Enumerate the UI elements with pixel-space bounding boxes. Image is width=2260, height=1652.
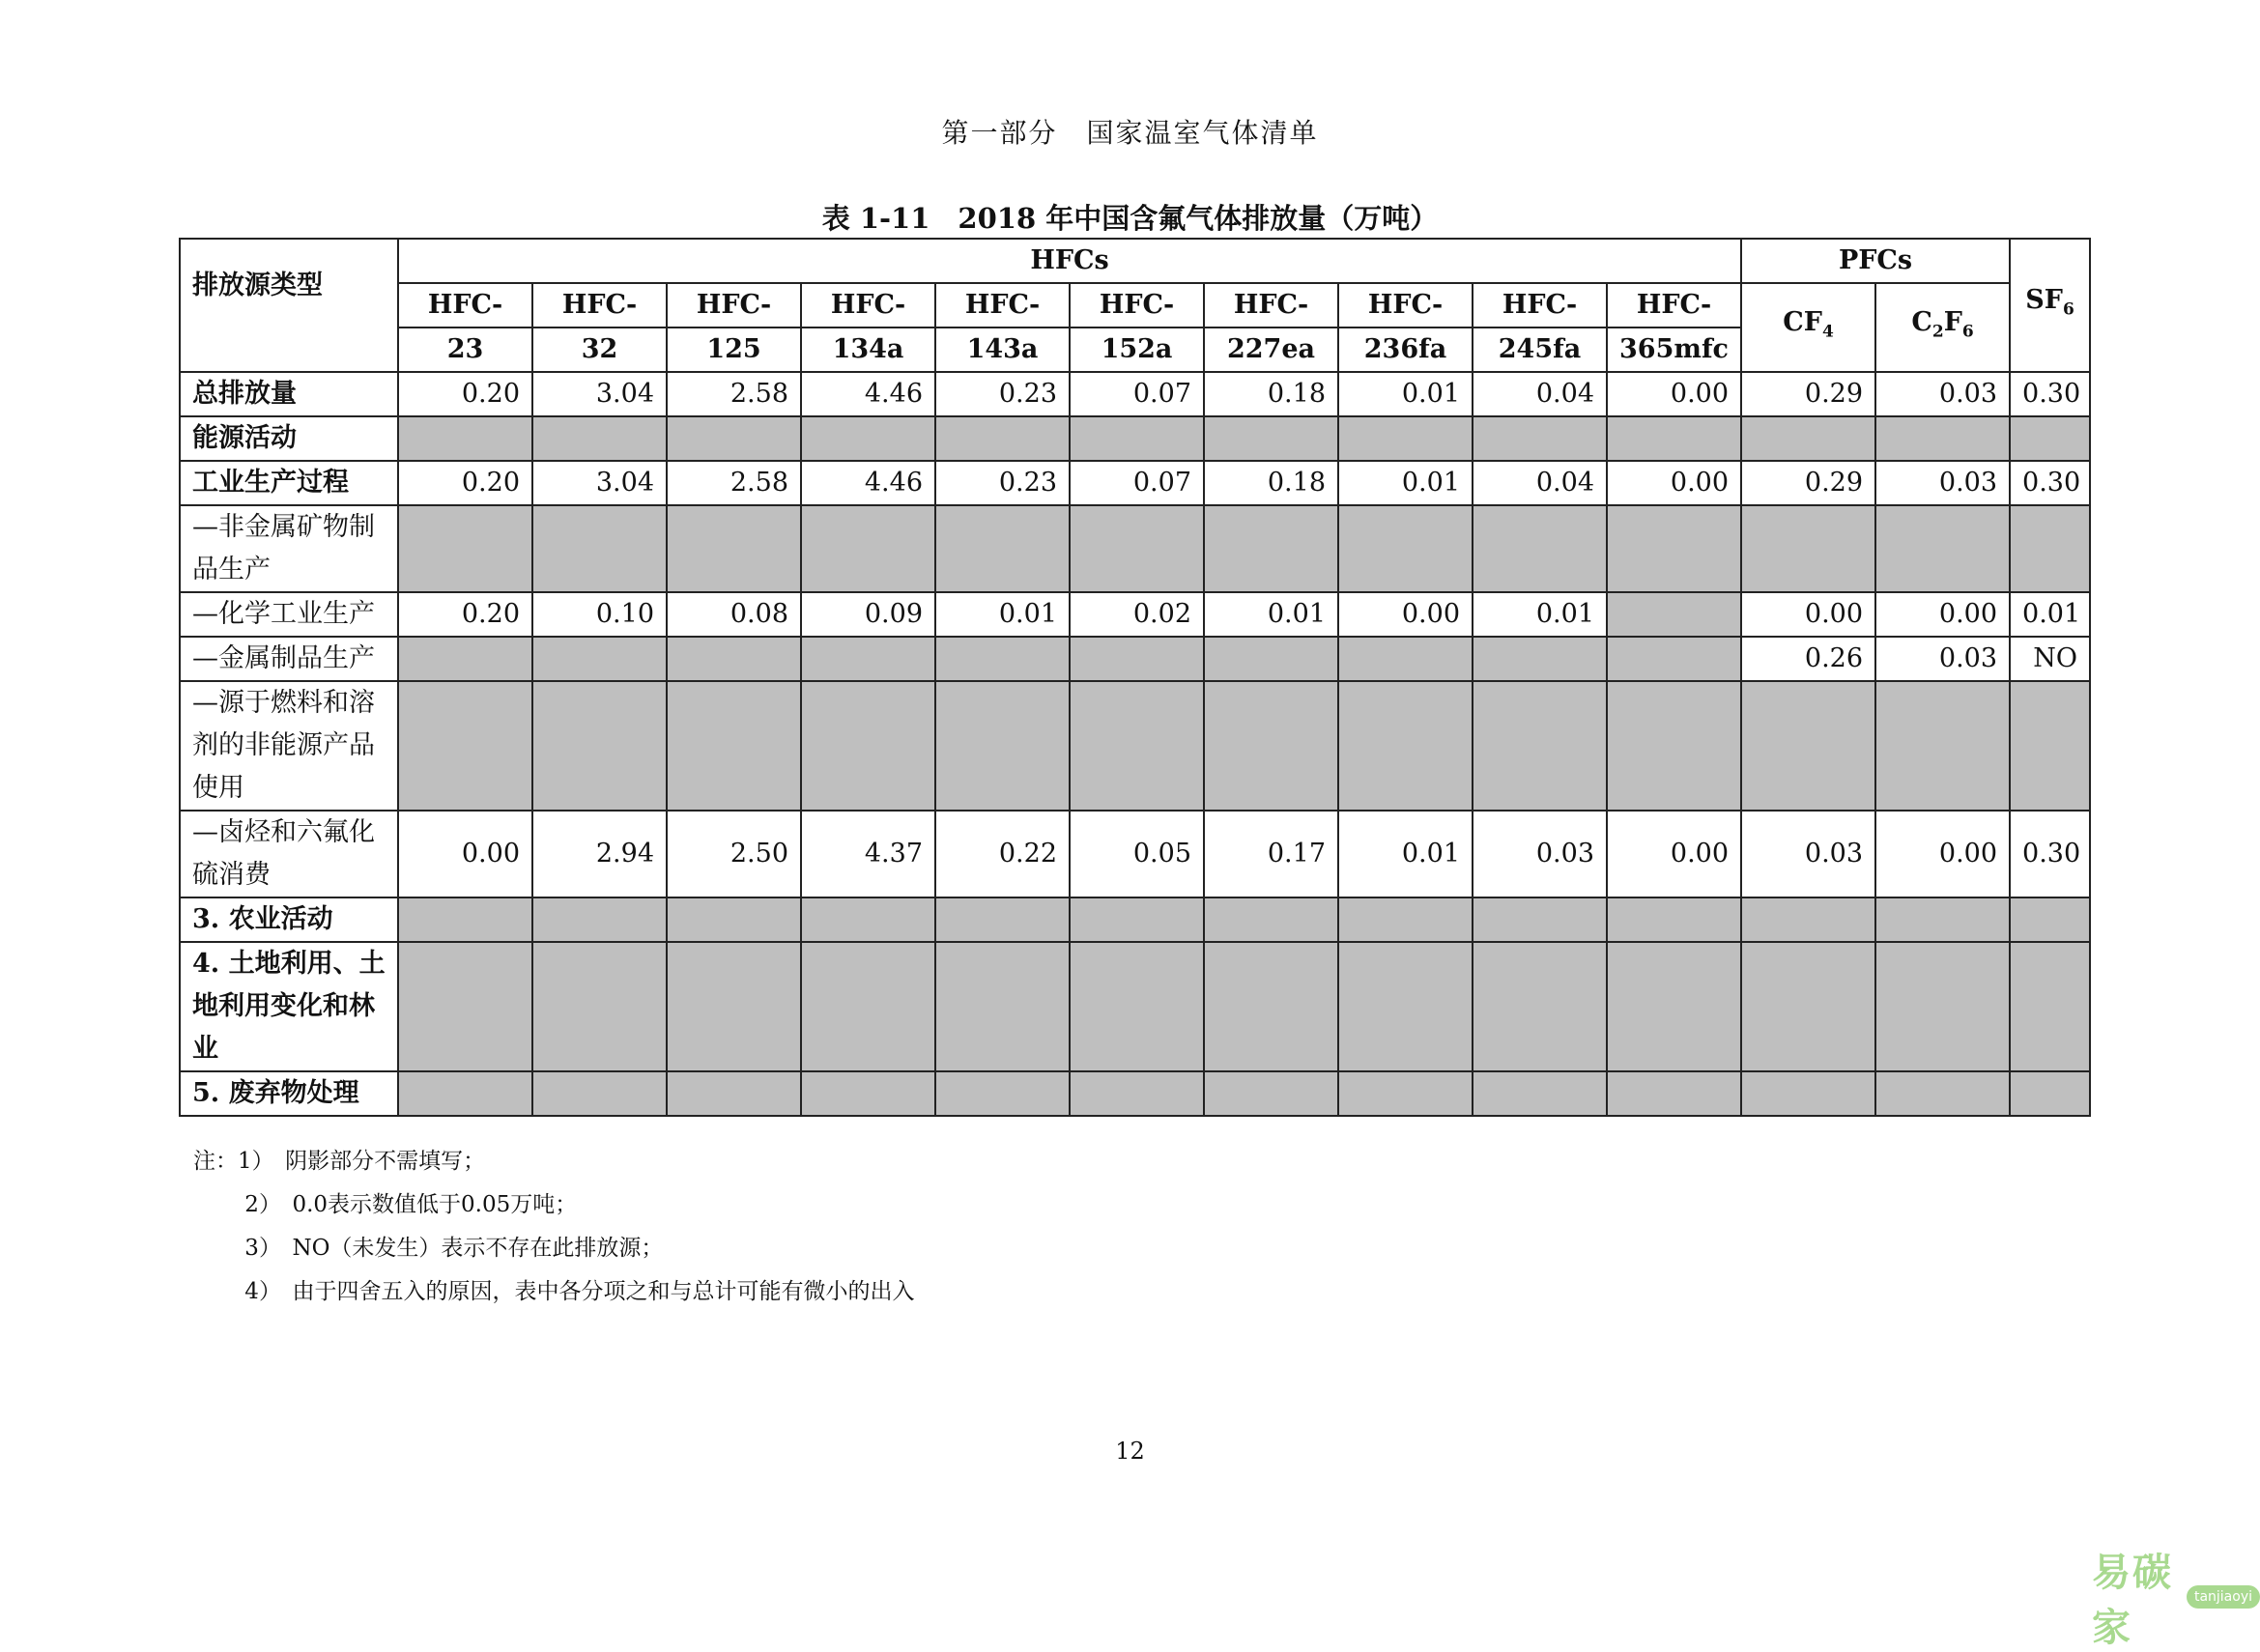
shaded-cell bbox=[532, 505, 667, 592]
shaded-cell bbox=[1070, 681, 1204, 811]
row-label-line: 5. 废弃物处理 bbox=[192, 1078, 359, 1108]
note-line: 注：1） 阴影部分不需填写； bbox=[193, 1149, 486, 1174]
column-header-hfc-bottom: 23 bbox=[398, 328, 532, 372]
shaded-cell bbox=[1204, 897, 1338, 942]
value-cell: 0.30 bbox=[2010, 372, 2090, 416]
sf6-base: SF bbox=[2025, 285, 2063, 316]
table-row bbox=[180, 461, 2090, 505]
shaded-cell bbox=[1741, 942, 1875, 1071]
shaded-cell bbox=[1338, 1071, 1473, 1116]
emissions-table bbox=[179, 238, 2091, 1117]
shaded-cell bbox=[1204, 942, 1338, 1071]
value-cell: 0.07 bbox=[1070, 372, 1204, 416]
shaded-cell bbox=[935, 637, 1070, 681]
column-header-hfc-bottom: 227ea bbox=[1204, 328, 1338, 372]
shaded-cell bbox=[801, 505, 935, 592]
shaded-cell bbox=[1473, 681, 1607, 811]
shaded-cell bbox=[398, 1071, 532, 1116]
note-line: 2） 0.0表示数值低于0.05万吨； bbox=[193, 1192, 578, 1217]
value-cell: 0.03 bbox=[1473, 811, 1607, 897]
table-row bbox=[180, 637, 2090, 681]
column-header-hfc-bottom: 125 bbox=[667, 328, 801, 372]
shaded-cell bbox=[1607, 942, 1741, 1071]
shaded-cell bbox=[667, 416, 801, 461]
shaded-cell bbox=[1070, 637, 1204, 681]
table-notes bbox=[193, 1140, 914, 1314]
shaded-cell bbox=[801, 897, 935, 942]
value-cell: 3.04 bbox=[532, 461, 667, 505]
row-label-line: —源于燃料和溶 bbox=[192, 688, 375, 718]
shaded-cell bbox=[1338, 942, 1473, 1071]
row-label bbox=[180, 461, 398, 505]
shaded-cell bbox=[1338, 637, 1473, 681]
column-header-hfc-bottom: 143a bbox=[935, 328, 1070, 372]
row-label-line: 剂的非能源产品 bbox=[192, 730, 375, 760]
table-row bbox=[180, 1071, 2090, 1116]
shaded-cell bbox=[1875, 505, 2010, 592]
header-row-groups bbox=[180, 239, 2090, 283]
value-cell: 0.01 bbox=[1338, 461, 1473, 505]
table-row bbox=[180, 416, 2090, 461]
shaded-cell bbox=[1607, 637, 1741, 681]
row-label bbox=[180, 416, 398, 461]
column-header-pfc bbox=[1741, 283, 1875, 372]
value-cell: 0.00 bbox=[1338, 592, 1473, 637]
value-cell: 0.01 bbox=[1473, 592, 1607, 637]
value-cell: 2.58 bbox=[667, 372, 801, 416]
shaded-cell bbox=[935, 416, 1070, 461]
value-cell: 0.30 bbox=[2010, 461, 2090, 505]
shaded-cell bbox=[1070, 942, 1204, 1071]
shaded-cell bbox=[1204, 1071, 1338, 1116]
row-label bbox=[180, 637, 398, 681]
value-cell: 0.03 bbox=[1741, 811, 1875, 897]
column-header-hfc-top: HFC- bbox=[1204, 283, 1338, 328]
value-cell: 0.18 bbox=[1204, 461, 1338, 505]
table-body bbox=[180, 372, 2090, 1116]
row-label bbox=[180, 372, 398, 416]
value-cell: 3.04 bbox=[532, 372, 667, 416]
row-label-line: 工业生产过程 bbox=[192, 468, 349, 498]
shaded-cell bbox=[2010, 942, 2090, 1071]
column-header-hfc-bottom: 245fa bbox=[1473, 328, 1607, 372]
value-cell: 0.29 bbox=[1741, 372, 1875, 416]
value-cell: 0.23 bbox=[935, 372, 1070, 416]
shaded-cell bbox=[667, 942, 801, 1071]
column-header-hfc-bottom: 134a bbox=[801, 328, 935, 372]
shaded-cell bbox=[532, 1071, 667, 1116]
value-cell: 0.05 bbox=[1070, 811, 1204, 897]
note-line: 3） NO（未发生）表示不存在此排放源； bbox=[193, 1236, 664, 1261]
column-header-hfc-top: HFC- bbox=[801, 283, 935, 328]
formula-part: C bbox=[1911, 307, 1932, 338]
sf6-subscript: 6 bbox=[2062, 299, 2074, 320]
group-header-pfcs: PFCs bbox=[1741, 239, 2010, 283]
row-label-line: 地利用变化和林 bbox=[192, 991, 375, 1021]
shaded-cell bbox=[532, 637, 667, 681]
shaded-cell bbox=[667, 1071, 801, 1116]
shaded-cell bbox=[1741, 1071, 1875, 1116]
column-header-hfc-bottom: 236fa bbox=[1338, 328, 1473, 372]
value-cell: 4.46 bbox=[801, 372, 935, 416]
shaded-cell bbox=[1875, 681, 2010, 811]
row-label-line: 总排放量 bbox=[192, 379, 297, 409]
shaded-cell bbox=[2010, 1071, 2090, 1116]
value-cell: 0.26 bbox=[1741, 637, 1875, 681]
shaded-cell bbox=[935, 897, 1070, 942]
row-label-line: 能源活动 bbox=[192, 423, 297, 453]
column-header-pfc bbox=[1875, 283, 2010, 372]
row-label bbox=[180, 592, 398, 637]
table-row bbox=[180, 372, 2090, 416]
value-cell: 0.00 bbox=[1875, 592, 2010, 637]
shaded-cell bbox=[1473, 505, 1607, 592]
row-label-line: —卤烃和六氟化 bbox=[192, 817, 375, 847]
shaded-cell bbox=[1338, 416, 1473, 461]
shaded-cell bbox=[1607, 1071, 1741, 1116]
table-row bbox=[180, 505, 2090, 592]
shaded-cell bbox=[1338, 681, 1473, 811]
shaded-cell bbox=[1338, 505, 1473, 592]
shaded-cell bbox=[667, 681, 801, 811]
shaded-cell bbox=[1741, 416, 1875, 461]
value-cell: 0.00 bbox=[398, 811, 532, 897]
row-label-line: —金属制品生产 bbox=[192, 643, 375, 673]
shaded-cell bbox=[1473, 1071, 1607, 1116]
shaded-cell bbox=[398, 681, 532, 811]
shaded-cell bbox=[1338, 897, 1473, 942]
shaded-cell bbox=[398, 637, 532, 681]
note-line: 4） 由于四舍五入的原因，表中各分项之和与总计可能有微小的出入 bbox=[193, 1279, 915, 1304]
shaded-cell bbox=[1607, 592, 1741, 637]
value-cell: 0.04 bbox=[1473, 461, 1607, 505]
shaded-cell bbox=[667, 637, 801, 681]
shaded-cell bbox=[1070, 505, 1204, 592]
row-label bbox=[180, 942, 398, 1071]
shaded-cell bbox=[1070, 416, 1204, 461]
shaded-cell bbox=[398, 416, 532, 461]
watermark-domain: tanjiaoyi bbox=[2187, 1585, 2260, 1609]
value-cell: 0.20 bbox=[398, 372, 532, 416]
row-label-line: 业 bbox=[192, 1034, 218, 1064]
shaded-cell bbox=[1473, 942, 1607, 1071]
value-cell: NO bbox=[2010, 637, 2090, 681]
value-cell: 0.23 bbox=[935, 461, 1070, 505]
shaded-cell bbox=[935, 1071, 1070, 1116]
row-label-line: 品生产 bbox=[192, 555, 271, 584]
row-label bbox=[180, 811, 398, 897]
value-cell: 0.00 bbox=[1741, 592, 1875, 637]
formula-subscript: 6 bbox=[1961, 322, 1974, 342]
row-label-line: —非金属矿物制 bbox=[192, 512, 375, 542]
value-cell: 0.03 bbox=[1875, 637, 2010, 681]
value-cell: 0.10 bbox=[532, 592, 667, 637]
value-cell: 4.46 bbox=[801, 461, 935, 505]
value-cell: 0.09 bbox=[801, 592, 935, 637]
table-row bbox=[180, 811, 2090, 897]
table-caption: 表 1-11 2018 年中国含氟气体排放量（万吨） bbox=[821, 202, 1439, 235]
value-cell: 0.29 bbox=[1741, 461, 1875, 505]
shaded-cell bbox=[398, 942, 532, 1071]
formula-subscript: 2 bbox=[1931, 322, 1944, 342]
row-label bbox=[180, 897, 398, 942]
shaded-cell bbox=[801, 681, 935, 811]
shaded-cell bbox=[1473, 637, 1607, 681]
shaded-cell bbox=[801, 942, 935, 1071]
value-cell: 0.07 bbox=[1070, 461, 1204, 505]
shaded-cell bbox=[2010, 416, 2090, 461]
shaded-cell bbox=[1204, 681, 1338, 811]
shaded-cell bbox=[801, 1071, 935, 1116]
shaded-cell bbox=[935, 505, 1070, 592]
value-cell: 0.20 bbox=[398, 461, 532, 505]
value-cell: 0.22 bbox=[935, 811, 1070, 897]
value-cell: 2.50 bbox=[667, 811, 801, 897]
column-header-hfc-top: HFC- bbox=[398, 283, 532, 328]
value-cell: 0.00 bbox=[1875, 811, 2010, 897]
watermark bbox=[2092, 1542, 2260, 1652]
corner-header: 排放源类型 bbox=[180, 239, 398, 372]
table-row bbox=[180, 897, 2090, 942]
shaded-cell bbox=[935, 681, 1070, 811]
column-header-hfc-bottom: 32 bbox=[532, 328, 667, 372]
page-number: 12 bbox=[1115, 1438, 1145, 1465]
value-cell: 0.03 bbox=[1875, 461, 2010, 505]
shaded-cell bbox=[1607, 681, 1741, 811]
shaded-cell bbox=[532, 897, 667, 942]
value-cell: 0.02 bbox=[1070, 592, 1204, 637]
value-cell: 2.58 bbox=[667, 461, 801, 505]
shaded-cell bbox=[1875, 897, 2010, 942]
formula-part: F bbox=[1943, 307, 1962, 338]
shaded-cell bbox=[2010, 505, 2090, 592]
shaded-cell bbox=[801, 416, 935, 461]
shaded-cell bbox=[1204, 505, 1338, 592]
value-cell: 0.20 bbox=[398, 592, 532, 637]
row-label-line: —化学工业生产 bbox=[192, 599, 375, 629]
row-label-line: 3. 农业活动 bbox=[192, 904, 333, 934]
column-header-hfc-top: HFC- bbox=[1338, 283, 1473, 328]
column-header-hfc-top: HFC- bbox=[935, 283, 1070, 328]
shaded-cell bbox=[1875, 416, 2010, 461]
column-header-hfc-top: HFC- bbox=[1607, 283, 1741, 328]
value-cell: 0.01 bbox=[1338, 372, 1473, 416]
shaded-cell bbox=[1070, 897, 1204, 942]
shaded-cell bbox=[2010, 897, 2090, 942]
value-cell: 0.00 bbox=[1607, 372, 1741, 416]
shaded-cell bbox=[532, 416, 667, 461]
value-cell: 0.30 bbox=[2010, 811, 2090, 897]
shaded-cell bbox=[1607, 505, 1741, 592]
watermark-brand: 易碳家 bbox=[2092, 1551, 2173, 1650]
shaded-cell bbox=[532, 681, 667, 811]
value-cell: 0.18 bbox=[1204, 372, 1338, 416]
shaded-cell bbox=[667, 897, 801, 942]
shaded-cell bbox=[1741, 505, 1875, 592]
shaded-cell bbox=[1741, 681, 1875, 811]
column-header-hfc-top: HFC- bbox=[667, 283, 801, 328]
group-header-hfcs: HFCs bbox=[398, 239, 1741, 283]
table-row bbox=[180, 592, 2090, 637]
table-row bbox=[180, 681, 2090, 811]
shaded-cell bbox=[667, 505, 801, 592]
shaded-cell bbox=[1875, 942, 2010, 1071]
row-label-line: 硫消费 bbox=[192, 860, 271, 890]
shaded-cell bbox=[1741, 897, 1875, 942]
shaded-cell bbox=[398, 505, 532, 592]
shaded-cell bbox=[532, 942, 667, 1071]
table-row bbox=[180, 942, 2090, 1071]
formula-subscript: 4 bbox=[1821, 322, 1834, 342]
shaded-cell bbox=[801, 637, 935, 681]
header-row-hfc-top bbox=[180, 283, 2090, 328]
column-header-hfc-top: HFC- bbox=[1473, 283, 1607, 328]
value-cell: 0.08 bbox=[667, 592, 801, 637]
row-label-line: 使用 bbox=[192, 773, 244, 803]
running-header: 第一部分 国家温室气体清单 bbox=[941, 117, 1319, 149]
column-header-hfc-bottom: 152a bbox=[1070, 328, 1204, 372]
value-cell: 0.04 bbox=[1473, 372, 1607, 416]
column-header-hfc-bottom: 365mfc bbox=[1607, 328, 1741, 372]
value-cell: 0.03 bbox=[1875, 372, 2010, 416]
row-label bbox=[180, 505, 398, 592]
row-label bbox=[180, 1071, 398, 1116]
value-cell: 0.01 bbox=[1204, 592, 1338, 637]
shaded-cell bbox=[1875, 1071, 2010, 1116]
row-label bbox=[180, 681, 398, 811]
formula-part: CF bbox=[1783, 307, 1822, 338]
shaded-cell bbox=[1473, 416, 1607, 461]
value-cell: 0.17 bbox=[1204, 811, 1338, 897]
value-cell: 0.01 bbox=[935, 592, 1070, 637]
value-cell: 0.01 bbox=[1338, 811, 1473, 897]
shaded-cell bbox=[398, 897, 532, 942]
shaded-cell bbox=[935, 942, 1070, 1071]
row-label-line: 4. 土地利用、土 bbox=[192, 949, 386, 979]
shaded-cell bbox=[1473, 897, 1607, 942]
column-header-hfc-top: HFC- bbox=[532, 283, 667, 328]
shaded-cell bbox=[1204, 637, 1338, 681]
value-cell: 4.37 bbox=[801, 811, 935, 897]
value-cell: 2.94 bbox=[532, 811, 667, 897]
column-header-hfc-top: HFC- bbox=[1070, 283, 1204, 328]
value-cell: 0.01 bbox=[2010, 592, 2090, 637]
shaded-cell bbox=[1607, 416, 1741, 461]
shaded-cell bbox=[1204, 416, 1338, 461]
shaded-cell bbox=[1070, 1071, 1204, 1116]
value-cell: 0.00 bbox=[1607, 461, 1741, 505]
column-header-sf6 bbox=[2010, 239, 2090, 372]
shaded-cell bbox=[1607, 897, 1741, 942]
value-cell: 0.00 bbox=[1607, 811, 1741, 897]
shaded-cell bbox=[2010, 681, 2090, 811]
